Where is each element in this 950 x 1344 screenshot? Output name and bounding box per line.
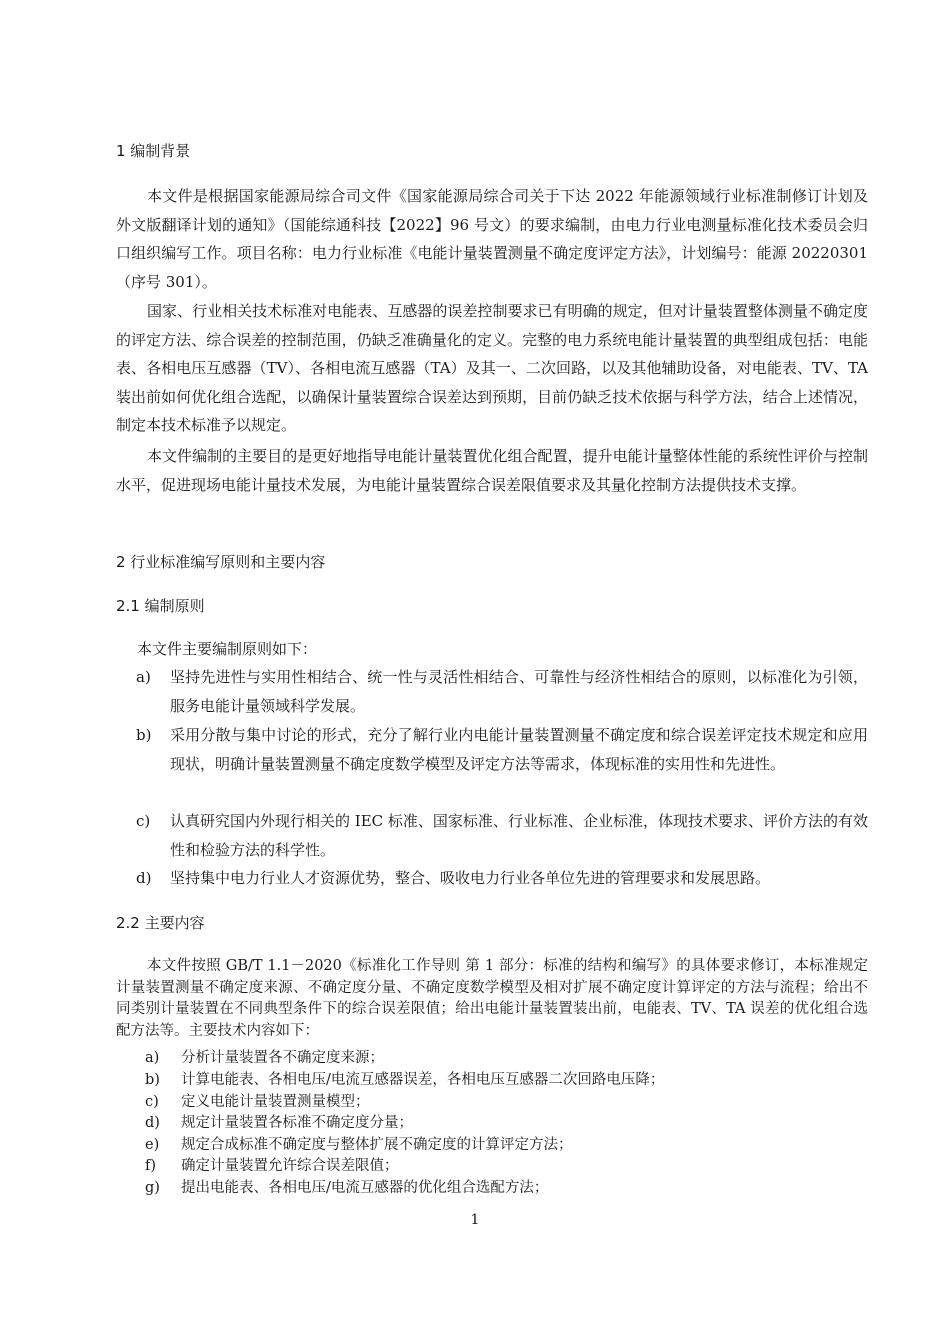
list-label: d) — [136, 869, 152, 887]
list-label: c) — [145, 1094, 159, 1110]
section-2-heading: 2 行业标准编写原则和主要内容 — [116, 553, 326, 571]
section-2-1-heading: 2.1 编制原则 — [116, 597, 205, 615]
list-label: f) — [145, 1158, 157, 1174]
list-label: g) — [145, 1180, 160, 1196]
content-item-e — [145, 1135, 573, 1157]
section-2-1-intro: 本文件主要编制原则如下： — [137, 640, 318, 658]
list-text: 规定计量装置各标准不确定度分量； — [181, 1115, 413, 1131]
principle-item-d — [136, 864, 868, 893]
section-2-2-paragraph: 本文件按照 GB/T 1.1－2020《标准化工作导则 第 1 部分：标准的结构和编写》的具体要求修订，本标准规定计量装置测量不确定度来源、不确定度分量、不确定度数学模型及相对扩展不确定度计算评定的方法与流程；给出不同类别计量装置在不同典型条件下的综合误差限值；给出电能计量装置装出前，电能表、TV、TA 误差的优化组合选配方法等。主要技术内容如下： — [116, 958, 868, 1040]
section-1-paragraph-3: 本文件编制的主要目的是更好地指导电能计量装置优化组合配置，提升电能计量整体性能的系统性评价与控制水平，促进现场电能计量技术发展，为电能计量装置综合误差限值要求及其量化控制方法提供技术支撑。 — [116, 447, 868, 494]
list-label: a) — [145, 1050, 160, 1066]
section-2-2-heading: 2.2 主要内容 — [116, 914, 205, 932]
content-item-d — [145, 1113, 413, 1135]
page-number: 1 — [470, 1212, 480, 1228]
content-item-f — [145, 1156, 399, 1178]
list-text: 采用分散与集中讨论的形式，充分了解行业内电能计量装置测量不确定度和综合误差评定技术规定和应用现状，明确计量装置测量不确定度数学模型及评定方法等需求，体现标准的实用性和先进性。 — [170, 726, 868, 773]
section-1-heading: 1 编制背景 — [116, 142, 191, 160]
principle-item-a — [136, 663, 868, 720]
section-1-paragraph-1: 本文件是根据国家能源局综合司文件《国家能源局综合司关于下达 2022 年能源领域行业标准制修订计划及外文版翻译计划的通知》（国能综通科技【2022】96 号文）的要求编制，由电力行业电测量标准化技术委员会归口组织编写工作。项目名称：电力行业标准《电能计量装置测量不确定度评定方法》，计划编号：能源 20220301（序号 301）。 — [116, 187, 868, 291]
list-label: a) — [136, 668, 151, 686]
principle-item-b — [136, 721, 868, 778]
content-item-b — [145, 1070, 664, 1092]
section-1-paragraph-2: 国家、行业相关技术标准对电能表、互感器的误差控制要求已有明确的规定，但对计量装置整体测量不确定度的评定方法、综合误差的控制范围，仍缺乏准确量化的定义。完整的电力系统电能计量装置的典型组成包括：电能表、各相电压互感器（TV）、各相电流互感器（TA）及其一、二次回路，以及其他辅助设备，对电能表、TV、TA 装出前如何优化组合选配，以确保计量装置综合误差达到预期，目前仍缺乏技术依据与科学方法，结合上述情况，制定本技术标准予以规定。 — [116, 302, 868, 435]
list-label: b) — [136, 726, 152, 744]
list-text: 计算电能表、各相电压/电流互感器误差，各相电压互感器二次回路电压降； — [181, 1072, 665, 1088]
list-label: b) — [145, 1072, 160, 1088]
content-item-c — [145, 1092, 370, 1114]
list-text: 坚持先进性与实用性相结合、统一性与灵活性相结合、可靠性与经济性相结合的原则，以标准化为引领，服务电能计量领域科学发展。 — [170, 668, 868, 715]
list-label: d) — [145, 1115, 160, 1131]
list-text: 坚持集中电力行业人才资源优势，整合、吸收电力行业各单位先进的管理要求和发展思路。 — [170, 869, 771, 887]
list-text: 确定计量装置允许综合误差限值； — [181, 1158, 399, 1174]
principle-item-c — [136, 807, 868, 864]
list-label: e) — [145, 1137, 160, 1153]
list-text: 定义电能计量装置测量模型； — [181, 1094, 370, 1110]
list-text: 分析计量装置各不确定度来源； — [181, 1050, 384, 1066]
list-label: c) — [136, 812, 151, 830]
content-item-a — [145, 1048, 384, 1070]
list-text: 规定合成标准不确定度与整体扩展不确定度的计算评定方法； — [181, 1137, 573, 1153]
list-text: 认真研究国内外现行相关的 IEC 标准、国家标准、行业标准、企业标准，体现技术要求、评价方法的有效性和检验方法的科学性。 — [170, 812, 868, 859]
content-item-g — [145, 1178, 548, 1200]
list-text: 提出电能表、各相电压/电流互感器的优化组合选配方法； — [181, 1180, 549, 1196]
